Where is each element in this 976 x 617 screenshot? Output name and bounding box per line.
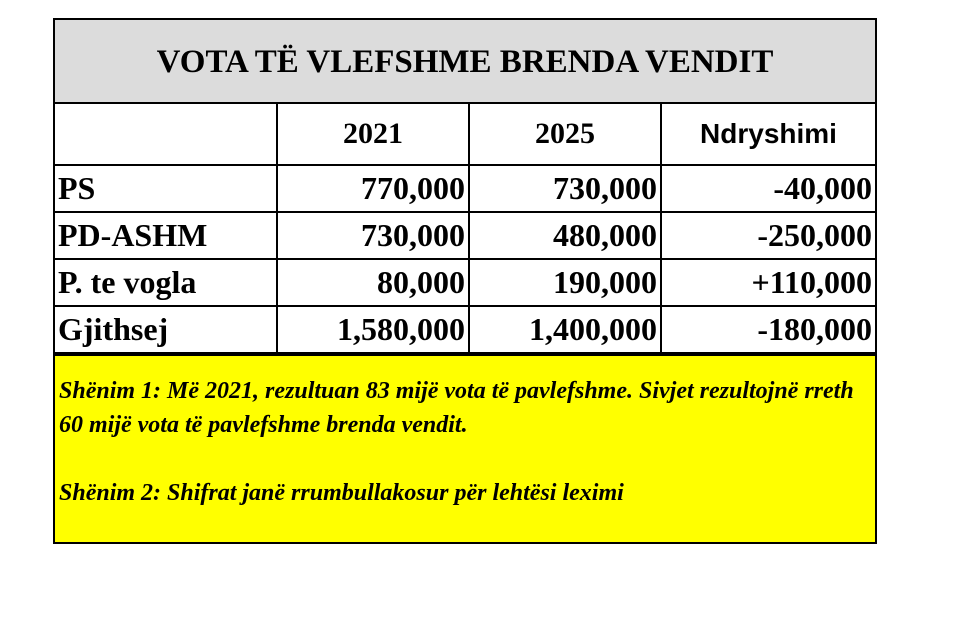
note-1: Shënim 1: Më 2021, rezultuan 83 mijë vota të pavlefshme. Sivjet rezultojnë rreth 60 mijë vota të pavlefshme brenda vendit. xyxy=(59,378,854,438)
notes-box xyxy=(55,354,875,542)
header-empty-cell xyxy=(55,104,277,165)
table-row-total xyxy=(55,306,875,353)
votes-table xyxy=(55,104,875,354)
party-cell: Gjithsej xyxy=(55,306,277,353)
party-cell: PS xyxy=(55,165,277,212)
votes-2025-cell: 730,000 xyxy=(469,165,661,212)
table-row xyxy=(55,259,875,306)
table-row xyxy=(55,212,875,259)
votes-2021-cell: 1,580,000 xyxy=(277,306,469,353)
header-change: Ndryshimi xyxy=(661,104,875,165)
party-cell: P. te vogla xyxy=(55,259,277,306)
votes-2025-cell: 480,000 xyxy=(469,212,661,259)
votes-2025-cell: 1,400,000 xyxy=(469,306,661,353)
votes-2025-cell: 190,000 xyxy=(469,259,661,306)
results-document xyxy=(53,18,877,544)
note-2: Shënim 2: Shifrat janë rrumbullakosur për lehtësi leximi xyxy=(59,480,624,506)
header-2021: 2021 xyxy=(277,104,469,165)
votes-2021-cell: 80,000 xyxy=(277,259,469,306)
document-title: VOTA TË VLEFSHME BRENDA VENDIT xyxy=(55,20,875,104)
change-cell: -40,000 xyxy=(661,165,875,212)
change-cell: -250,000 xyxy=(661,212,875,259)
party-cell: PD-ASHM xyxy=(55,212,277,259)
votes-2021-cell: 730,000 xyxy=(277,212,469,259)
change-cell: -180,000 xyxy=(661,306,875,353)
table-row xyxy=(55,165,875,212)
header-2025: 2025 xyxy=(469,104,661,165)
votes-2021-cell: 770,000 xyxy=(277,165,469,212)
table-header-row xyxy=(55,104,875,165)
change-cell: +110,000 xyxy=(661,259,875,306)
